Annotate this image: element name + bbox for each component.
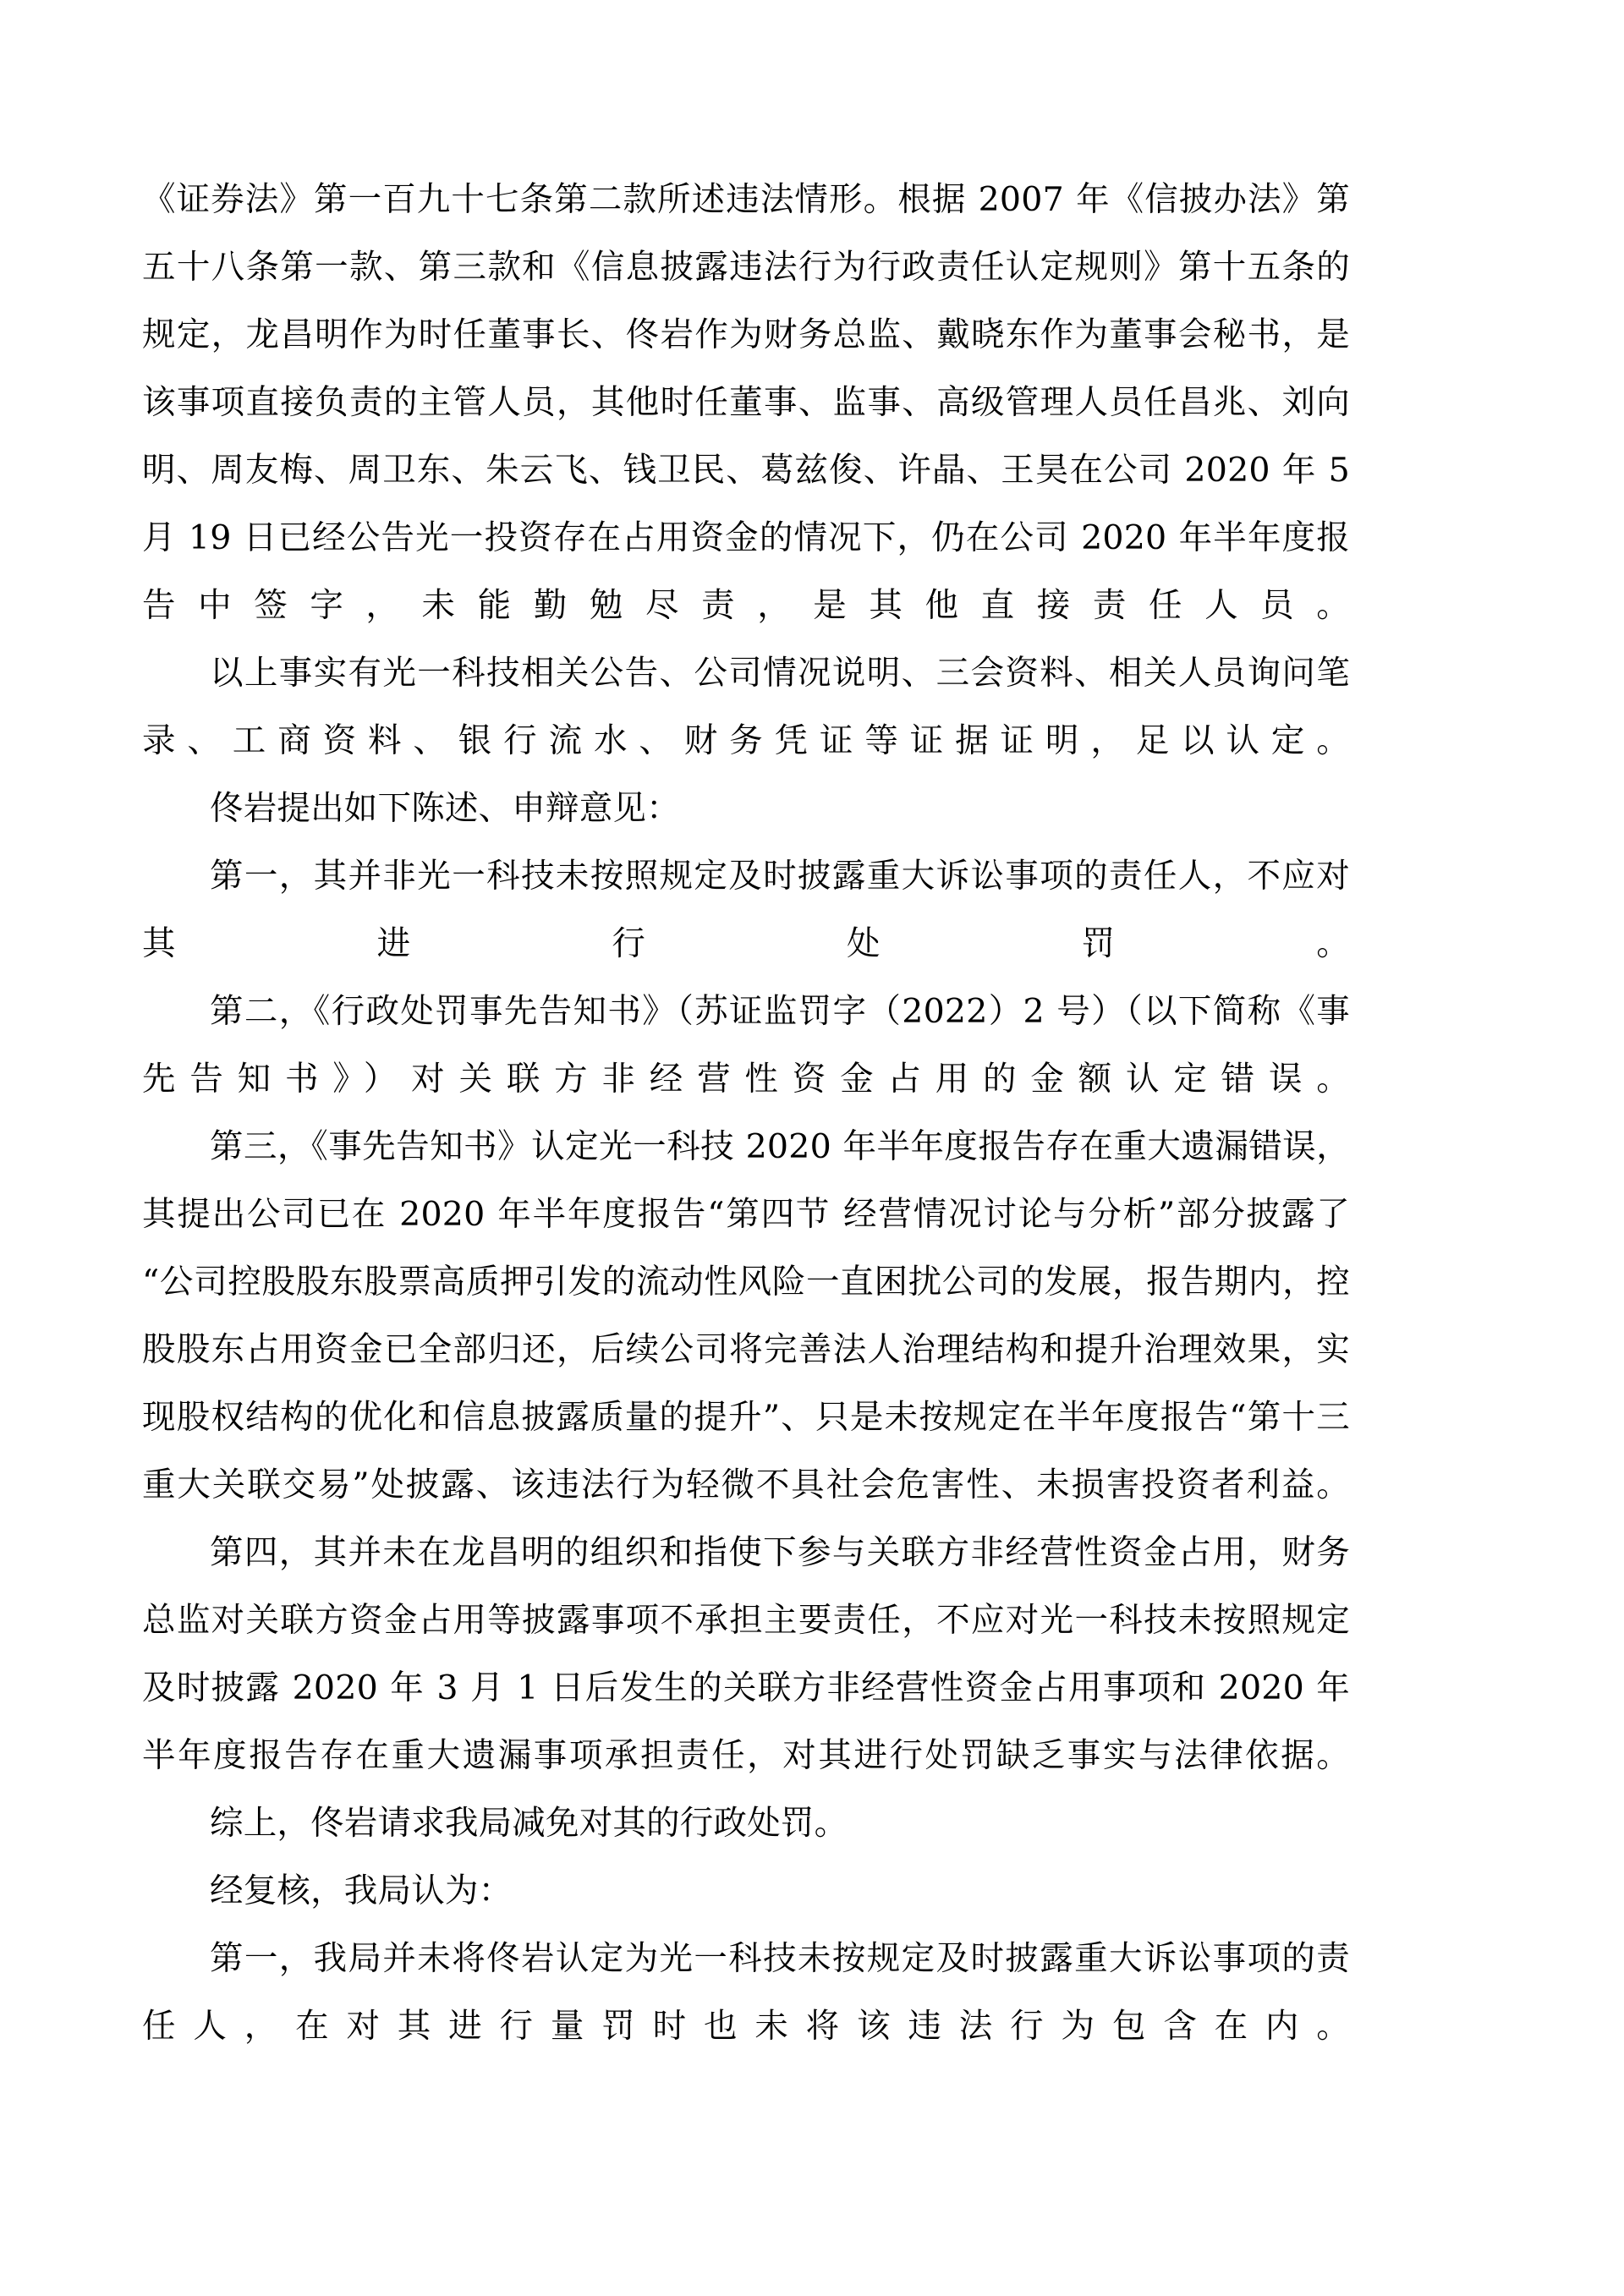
paragraph-defense-first: 第一，其并非光一科技未按照规定及时披露重大诉讼事项的责任人，不应对其进行处罚。: [142, 857, 1350, 963]
paragraph-statement-intro: 佟岩提出如下陈述、申辩意见：: [210, 789, 680, 828]
paragraph-evidence-basis: 以上事实有光一科技相关公告、公司情况说明、三会资料、相关人员询问笔录、工商资料、银行流水、财务凭证等证据证明，足以认定。: [142, 654, 1350, 760]
paragraph-defense-second: 第二，《行政处罚事先告知书》（苏证监罚字（2022）2 号）（以下简称《事先告知书》）对关联方非经营性资金占用的金额认定错误。: [142, 992, 1350, 1099]
document-body: [142, 166, 1350, 2060]
paragraph-review-intro: 经复核，我局认为：: [210, 1871, 513, 1910]
paragraph-defense-summary: 综上，佟岩请求我局减免对其的行政处罚。: [210, 1804, 848, 1843]
paragraph-violation-determination: 《证券法》第一百九十七条第二款所述违法情形。根据 2007 年《信披办法》第五十八条第一款、第三款和《信息披露违法行为行政责任认定规则》第十五条的规定，龙昌明作为时任董事长、佟岩作为财务总监、戴晓东作为董事会秘书，是该事项直接负责的主管人员，其他时任董事、监事、高级管理人员任昌兆、刘向明、周友梅、周卫东、朱云飞、钱卫民、葛兹俊、许晶、王昊在公司 2020 年 5 月 19 日已经公告光一投资存在占用资金的情况下，仍在公司 2020 年半年度报告中签字，未能勤勉尽责，是其他直接责任人员。: [142, 180, 1350, 625]
paragraph-defense-fourth: 第四，其并未在龙昌明的组织和指使下参与关联方非经营性资金占用，财务总监对关联方资金占用等披露事项不承担主要责任，不应对光一科技未按照规定及时披露 2020 年 3 月 1 日后发生的关联方非经营性资金占用事项和 2020 年半年度报告存在重大遗漏事项承担责任，对其进行处罚缺乏事实与法律依据。: [142, 1533, 1350, 1775]
paragraph-review-first: 第一，我局并未将佟岩认定为光一科技未按规定及时披露重大诉讼事项的责任人，在对其进行量罚时也未将该违法行为包含在内。: [142, 1939, 1350, 2046]
paragraph-defense-third: 第三，《事先告知书》认定光一科技 2020 年半年度报告存在重大遗漏错误，其提出公司已在 2020 年半年度报告“第四节 经营情况讨论与分析”部分披露了“公司控股股东股票高质押引发的流动性风险一直困扰公司的发展，报告期内，控股股东占用资金已全部归还，后续公司将完善法人治理结构和提升治理效果，实现股权结构的优化和信息披露质量的提升”、只是未按规定在半年度报告“第十三 重大关联交易”处披露、该违法行为轻微不具社会危害性、未损害投资者利益。: [142, 1127, 1350, 1504]
